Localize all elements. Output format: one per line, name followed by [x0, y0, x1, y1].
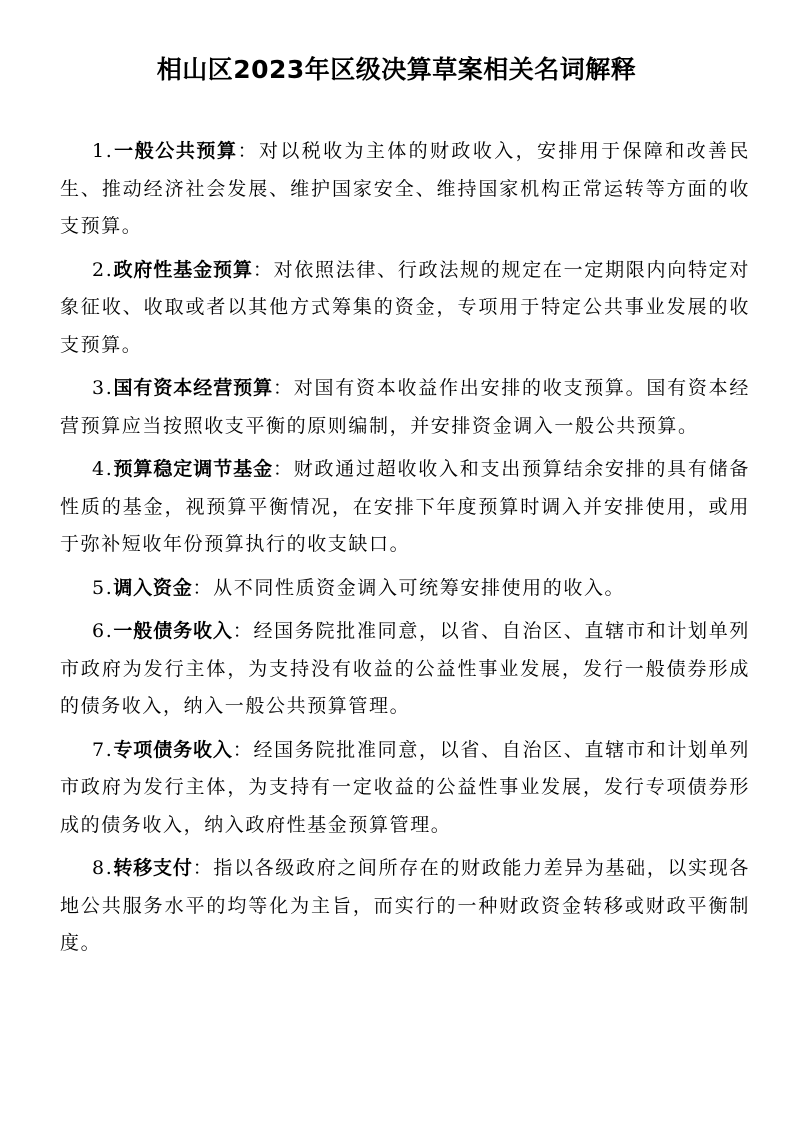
glossary-entry-special-debt-revenue: [60, 732, 750, 845]
glossary-entry-transfer-payment: [60, 850, 750, 963]
entry-number: 7.: [92, 738, 114, 761]
glossary-entry-general-debt-revenue: [60, 613, 750, 726]
entry-term: 一般债务收入: [113, 620, 233, 642]
glossary-entry-transferred-funds: [60, 570, 750, 608]
entry-separator: ：: [232, 620, 254, 642]
entry-term: 专项债务收入: [113, 738, 233, 761]
page-title: 相山区2023年区级决算草案相关名词解释: [156, 55, 637, 84]
entry-separator: ：: [237, 140, 259, 162]
entry-definition: 经国务院批准同意，以省、自治区、直辖市和计划单列市政府为发行主体，为支持没有收益的公益性事业发展，发行一般债券形成的债务收入，纳入一般公共预算管理。: [60, 620, 750, 717]
entry-separator: ：: [273, 458, 294, 480]
entry-term: 一般公共预算: [113, 140, 238, 162]
entry-number: 3.: [92, 377, 114, 399]
entry-term: 转移支付: [113, 857, 193, 879]
entry-definition: 对以税收为主体的财政收入，安排用于保障和改善民生、推动经济社会发展、维护国家安全、维持国家机构正常运转等方面的收支预算。: [60, 140, 750, 237]
entry-term: 政府性基金预算: [113, 258, 253, 281]
glossary-entry-budget-stabilization-fund: [60, 451, 750, 564]
entry-number: 8.: [92, 857, 114, 879]
glossary-entry-government-fund-budget: [60, 252, 750, 365]
entry-number: 1.: [92, 140, 114, 162]
entry-definition: 经国务院批准同意，以省、自治区、直辖市和计划单列市政府为发行主体，为支持有一定收益的公益性事业发展，发行专项债券形成的债务收入，纳入政府性基金预算管理。: [60, 738, 750, 836]
entry-term: 调入资金: [113, 576, 193, 599]
entry-definition: 对依照法律、行政法规的规定在一定期限内向特定对象征收、收取或者以其他方式筹集的资金，专项用于特定公共事业发展的收支预算。: [60, 258, 750, 356]
entry-definition: 从不同性质资金调入可统筹安排使用的收入。: [213, 576, 626, 599]
glossary-body: [60, 133, 750, 969]
entry-definition: 财政通过超收收入和支出预算结余安排的具有储备性质的基金，视预算平衡情况，在安排下年度预算时调入并安排使用，或用于弥补短收年份预算执行的收支缺口。: [60, 458, 750, 555]
entry-definition: 对国有资本收益作出安排的收支预算。国有资本经营预算应当按照收支平衡的原则编制，并安排资金调入一般公共预算。: [60, 377, 750, 437]
entry-definition: 指以各级政府之间所存在的财政能力差异为基础，以实现各地公共服务水平的均等化为主旨，而实行的一种财政资金转移或财政平衡制度。: [60, 857, 750, 954]
entry-number: 5.: [92, 576, 114, 599]
entry-separator: ：: [273, 377, 294, 399]
entry-number: 2.: [92, 258, 114, 281]
entry-separator: ：: [232, 738, 254, 761]
entry-separator: ：: [192, 576, 214, 599]
entry-term: 预算稳定调节基金: [113, 458, 274, 480]
glossary-entry-general-public-budget: [60, 133, 750, 246]
glossary-entry-state-capital-budget: [60, 370, 750, 445]
entry-number: 6.: [92, 620, 114, 642]
entry-number: 4.: [92, 458, 114, 480]
entry-separator: ：: [252, 258, 274, 281]
entry-separator: ：: [192, 857, 214, 879]
entry-term: 国有资本经营预算: [113, 377, 274, 399]
